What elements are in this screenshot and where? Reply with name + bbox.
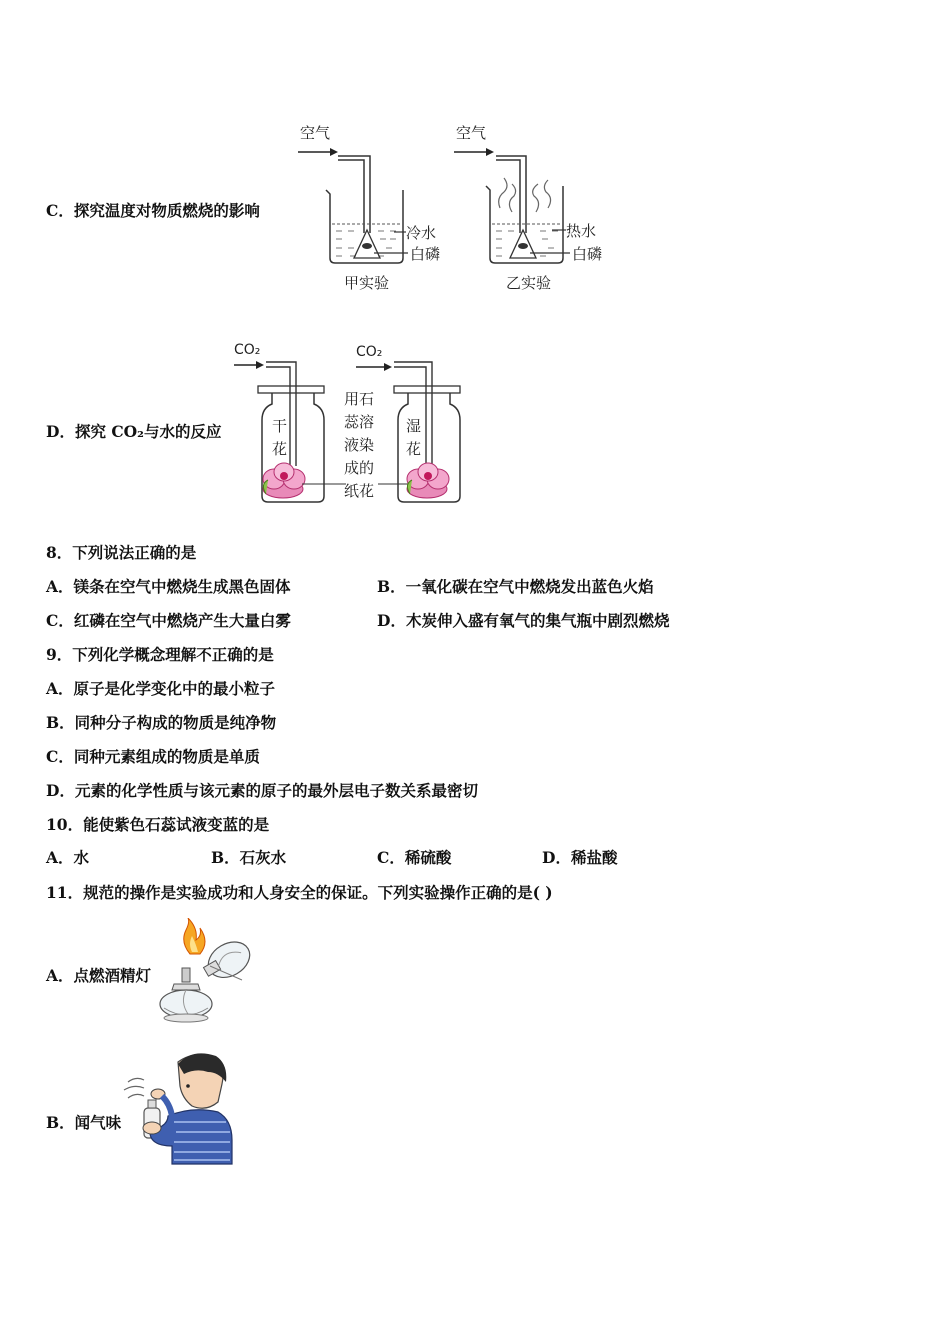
q8-option-a: A．镁条在空气中燃烧生成黑色固体 bbox=[46, 577, 291, 596]
litmus-text-line-4: 成的 bbox=[344, 459, 375, 477]
dry-flower-char-2: 花 bbox=[272, 440, 288, 458]
q11-option-a: A．点燃酒精灯 bbox=[46, 966, 152, 985]
smelling-gas-illustration bbox=[122, 1050, 236, 1166]
q8-option-d: D．木炭伸入盛有氧气的集气瓶中剧烈燃烧 bbox=[377, 611, 670, 630]
experiment-b-label: 乙实验 bbox=[506, 274, 552, 292]
q8-stem: 8．下列说法正确的是 bbox=[46, 543, 197, 562]
litmus-text-line-5: 纸花 bbox=[344, 482, 375, 500]
air-label-1: 空气 bbox=[300, 124, 331, 142]
lighting-lamp-illustration bbox=[150, 918, 262, 1028]
experiment-a-label: 甲实验 bbox=[344, 274, 390, 292]
alcohol-lamp-figure bbox=[150, 918, 262, 1028]
dry-paper-flower bbox=[263, 463, 305, 498]
co2-water-figure bbox=[228, 334, 478, 512]
q8-option-b: B．一氧化碳在空气中燃烧发出蓝色火焰 bbox=[377, 577, 654, 596]
q10-stem: 10．能使紫色石蕊试液变蓝的是 bbox=[46, 815, 270, 834]
litmus-text-line-1: 用石 bbox=[344, 390, 375, 408]
wet-flower-char-1: 湿 bbox=[406, 417, 422, 435]
white-phosphorus-label-2: 白磷 bbox=[572, 245, 603, 263]
q9-option-b: B．同种分子构成的物质是纯净物 bbox=[46, 713, 277, 732]
litmus-text-line-2: 蕊溶 bbox=[344, 413, 375, 431]
q9-stem: 9．下列化学概念理解不正确的是 bbox=[46, 645, 274, 664]
wet-paper-flower bbox=[407, 463, 449, 498]
q9-option-a: A．原子是化学变化中的最小粒子 bbox=[46, 679, 276, 698]
q7-option-c: C．探究温度对物质燃烧的影响 bbox=[46, 201, 260, 220]
white-phosphorus-label-1: 白磷 bbox=[410, 245, 441, 263]
co2-water-diagram bbox=[228, 334, 478, 512]
q11-stem: 11．规范的操作是实验成功和人身安全的保证。下列实验操作正确的是( ) bbox=[46, 883, 553, 902]
q10-option-b: B．石灰水 bbox=[211, 848, 287, 867]
smelling-figure bbox=[122, 1050, 236, 1166]
litmus-text-line-3: 液染 bbox=[344, 436, 375, 454]
q10-option-a: A．水 bbox=[46, 848, 90, 867]
q9-option-d: D．元素的化学性质与该元素的原子的最外层电子数关系最密切 bbox=[46, 781, 478, 800]
q11-option-b: B．闻气味 bbox=[46, 1113, 122, 1132]
q10-option-d: D．稀盐酸 bbox=[542, 848, 618, 867]
co2-label-2: CO₂ bbox=[356, 344, 383, 360]
q8-option-c: C．红磷在空气中燃烧产生大量白雾 bbox=[46, 611, 291, 630]
combustion-temperature-diagram bbox=[290, 118, 620, 298]
q10-option-c: C．稀硫酸 bbox=[377, 848, 452, 867]
co2-label-1: CO₂ bbox=[234, 342, 261, 358]
wet-flower-char-2: 花 bbox=[406, 440, 422, 458]
combustion-temperature-figure bbox=[290, 118, 620, 298]
q9-option-c: C．同种元素组成的物质是单质 bbox=[46, 747, 260, 766]
hot-water-label: 热水 bbox=[566, 222, 597, 240]
air-label-2: 空气 bbox=[456, 124, 487, 142]
q7-option-d: D．探究 CO₂与水的反应 bbox=[46, 422, 222, 441]
cold-water-label: 冷水 bbox=[406, 224, 437, 242]
dry-flower-char-1: 干 bbox=[272, 417, 288, 435]
